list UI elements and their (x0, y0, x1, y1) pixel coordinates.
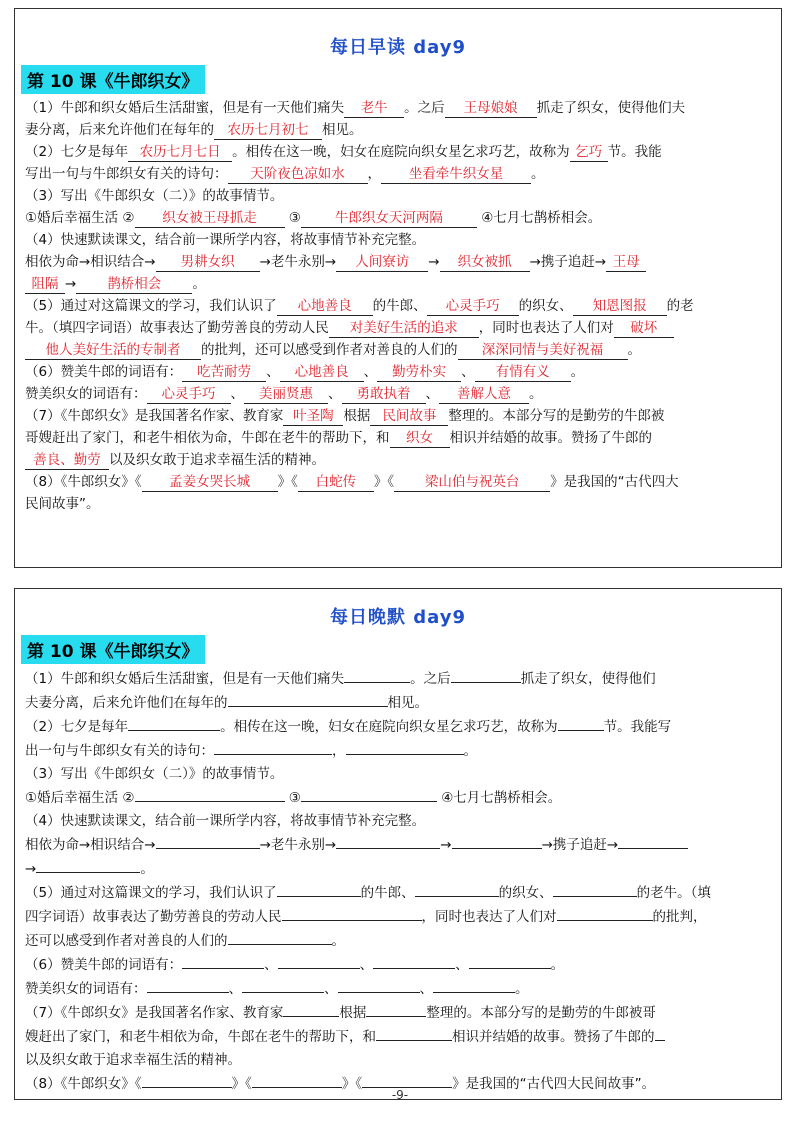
e-q7-line3: 以及织女敢于追求幸福生活的精神。 (25, 1052, 241, 1068)
e-q7-blank (655, 1025, 665, 1041)
m-q3-answer1: 织女被王母抓走 (135, 209, 285, 228)
m-q5-answer1: 心地善良 (277, 297, 373, 316)
e-q4-line3 (25, 857, 771, 881)
e-q4-text: 相依为命→相识结合→ (25, 837, 156, 853)
m-q6-text: 。 (529, 386, 543, 402)
morning-body (15, 97, 781, 515)
e-q6-text: （6）赞美牛郎的词语有： (25, 957, 183, 973)
e-q6-line2 (25, 977, 771, 1001)
m-q5-answer5a: 破坏 (614, 319, 674, 338)
e-q1-line2 (25, 691, 771, 715)
m-q2-text: ， (367, 166, 381, 182)
e-q5-text: 的批判， (652, 909, 707, 925)
m-q4-answer1: 男耕女织 (156, 253, 260, 272)
m-q6-answer3: 勤劳朴实 (377, 363, 461, 382)
m-q6-answer5: 心灵手巧 (147, 385, 231, 404)
e-q4-line2 (25, 833, 771, 857)
e-q5-text: 的牛郎、 (360, 885, 415, 901)
e-q5-blank (553, 881, 637, 897)
m-q5-text: 的牛郎、 (372, 298, 427, 314)
e-q2-line1 (25, 715, 771, 739)
e-q4-text: →携子追赶→ (541, 837, 619, 853)
e-q6-sep: 、 (419, 981, 433, 997)
e-q2-text: 。相传在这一晚，妇女在庭院向织女星乞求巧艺，故称为 (220, 719, 558, 735)
evening-dictation-panel (14, 588, 782, 1100)
e-q6-sep: 、 (455, 957, 469, 973)
e-q1-blank (451, 667, 521, 683)
m-q6-line1 (25, 361, 771, 383)
e-q4-line1: （4）快速默读课文，结合前一课所学内容，将故事情节补充完整。 (25, 813, 426, 829)
m-q5-text: ，同时也表达了人们对 (478, 320, 614, 336)
m-q2-text: 节。我能 (607, 144, 662, 160)
e-q7-text: 整理的。本部分写的是勤劳的牛郎被哥 (426, 1005, 656, 1021)
m-q8-text: 》《 (373, 474, 395, 490)
e-q6-line1 (25, 953, 771, 977)
m-q6-answer7: 勇敢执着 (342, 385, 426, 404)
m-q5-answer5b: 他人美好生活的专制者 (25, 341, 201, 360)
m-q6-sep: 、 (230, 386, 244, 402)
e-q5-text: 的老牛。（填 (636, 885, 711, 901)
m-q6-answer8: 善解人意 (439, 385, 529, 404)
m-q2-line1 (25, 141, 771, 163)
m-q2-answer1: 农历七月七日 (128, 143, 232, 162)
m-q4-line2 (25, 251, 771, 273)
m-q8-text: 》是我国的“古代四大 (550, 474, 679, 490)
m-q5-line3 (25, 339, 771, 361)
e-q5-line1 (25, 881, 771, 905)
e-q6-blank (182, 953, 264, 969)
e-q6-blank (338, 977, 420, 993)
e-q3-line2 (25, 786, 771, 810)
m-q2-text: 。 (531, 166, 545, 182)
m-q5-line2 (25, 317, 771, 339)
e-q6-blank (242, 977, 324, 993)
e-q4-blank (336, 833, 440, 849)
m-q7-text: 根据 (343, 408, 371, 424)
m-q6-answer4: 有情有义 (475, 363, 571, 382)
m-q6-sep: 、 (328, 386, 342, 402)
m-q5-text: （5）通过对这篇课文的学习，我们认识了 (25, 298, 277, 314)
e-q3-text: ①婚后幸福生活 ② (25, 790, 135, 806)
m-q6-text: （6）赞美牛郎的词语有： (25, 364, 183, 380)
m-q4-line1: （4）快速默读课文，结合前一课所学内容，将故事情节补充完整。 (25, 232, 426, 248)
m-q4-text: →老牛永别→ (259, 254, 337, 270)
m-q7-text: 相识并结婚的故事。赞扬了牛郎的 (449, 430, 652, 446)
e-q5-line2 (25, 905, 771, 929)
m-q4-answer5: 鹊桥相会 (76, 275, 192, 294)
m-q1-answer1: 老牛 (344, 99, 404, 118)
e-q7-blank (376, 1025, 452, 1041)
e-q4-blank (156, 833, 260, 849)
e-q4-text: →老牛永别→ (259, 837, 337, 853)
e-q2-blank (214, 739, 332, 755)
e-q4-blank (36, 857, 140, 873)
e-q6-text: 赞美织女的词语有： (25, 981, 147, 997)
m-q7-answer3: 织女 (390, 429, 450, 448)
e-q7-text: 根据 (339, 1005, 367, 1021)
m-q1-text: 。之后 (404, 100, 445, 116)
m-q7-line3 (25, 449, 771, 471)
e-q8-text: 》是我国的“古代四大民间故事”。 (452, 1076, 656, 1092)
m-q5-answer2: 心灵手巧 (427, 297, 519, 316)
m-q4-text: 相依为命→相识结合→ (25, 254, 156, 270)
m-q6-sep: 、 (461, 364, 475, 380)
m-q1-answer3: 农历七月初七 (214, 121, 322, 140)
m-q4-answer4a: 王母 (606, 253, 646, 272)
e-q6-blank (278, 953, 360, 969)
m-q6-answer6: 美丽贤惠 (244, 385, 328, 404)
m-q1-text: 妻分离，后来允许他们在每年的 (25, 122, 214, 138)
e-q6-blank (373, 953, 455, 969)
m-q6-text: 赞美织女的词语有： (25, 386, 147, 402)
e-q2-text: 节。我能写 (603, 719, 672, 735)
e-q6-blank (147, 977, 229, 993)
e-q5-line3 (25, 929, 771, 953)
m-q7-answer1: 叶圣陶 (283, 407, 343, 426)
e-q3-line1: （3）写出《牛郎织女（二）》的故事情节。 (25, 766, 284, 782)
evening-lesson-title: 第 10 课《牛郎织女》 (21, 635, 205, 664)
e-q5-blank (415, 881, 499, 897)
e-q8-text: 》《 (231, 1076, 252, 1092)
m-q1-line1 (25, 97, 771, 119)
m-q7-answer2: 民间故事 (370, 407, 448, 426)
e-q2-line2 (25, 739, 771, 763)
m-q1-answer2: 王母娘娘 (445, 99, 537, 118)
e-q4-text: 。 (140, 861, 154, 877)
e-q5-text: 的织女、 (498, 885, 553, 901)
morning-title: 每日早读 day9 (329, 37, 466, 58)
m-q5-text: 。 (627, 342, 641, 358)
e-q7-text: 嫂赶出了家门，和老牛相依为命，牛郎在老牛的帮助下，和 (25, 1029, 376, 1045)
e-q1-blank (344, 667, 410, 683)
m-q4-answer4b: 阻隔 (25, 275, 65, 294)
m-q5-answer4: 对美好生活的追求 (329, 319, 479, 338)
m-q5-answer3: 知恩图报 (573, 297, 667, 316)
m-q2-answer2: 乞巧 (570, 143, 608, 162)
m-q6-sep: 、 (363, 364, 378, 380)
e-q8-text: （8）《牛郎织女》《 (25, 1076, 142, 1092)
m-q8-text: 》《 (277, 474, 298, 490)
m-q5-text: 的批判，还可以感受到作者对善良的人们的 (201, 342, 458, 358)
e-q5-blank (277, 881, 361, 897)
e-q7-line1 (25, 1001, 771, 1025)
m-q7-text: （7）《牛郎织女》是我国著名作家、教育家 (25, 408, 284, 424)
evening-body (15, 667, 781, 1096)
e-q5-text: 四字词语）故事表达了勤劳善良的劳动人民 (25, 909, 282, 925)
m-q4-text: →携子追赶→ (529, 254, 607, 270)
m-q3-text: ④七月七鹊桥相会。 (481, 210, 602, 226)
m-q1-text: （1）牛郎和织女婚后生活甜蜜，但是有一天他们痛失 (25, 100, 345, 116)
m-q5-line1 (25, 295, 771, 317)
page-number: -9- (391, 1088, 409, 1102)
m-q2-answer4: 坐看牵牛织女星 (381, 165, 531, 184)
e-q2-blank (346, 739, 464, 755)
m-q7-text: 哥嫂赶出了家门，和老牛相依为命，牛郎在老牛的帮助下，和 (25, 430, 390, 446)
m-q2-text: （2）七夕是每年 (25, 144, 129, 160)
m-q5-answer6: 深深同情与美好祝福 (458, 341, 628, 360)
e-q5-text: 还可以感受到作者对善良的人们的 (25, 933, 228, 949)
m-q4-text: → (65, 276, 77, 292)
e-q8-blank (252, 1072, 342, 1088)
e-q3-text: ③ (288, 790, 301, 806)
e-q8-blank (362, 1072, 452, 1088)
e-q1-blank (228, 691, 388, 707)
m-q6-sep: 、 (266, 364, 280, 380)
e-q8-text: 》《 (341, 1076, 363, 1092)
m-q6-answer1: 吃苦耐劳 (182, 363, 266, 382)
m-q3-line2 (25, 207, 771, 229)
m-q8-text: （8）《牛郎织女》《 (25, 474, 142, 490)
e-q6-text: 。 (550, 957, 565, 973)
m-q4-answer3: 织女被抓 (440, 253, 530, 272)
e-q4-blank (618, 833, 688, 849)
m-q2-text: 。相传在这一晚，妇女在庭院向织女星乞求巧艺，故称为 (232, 144, 570, 160)
e-q2-blank (558, 715, 604, 731)
e-q4-text: → (25, 861, 37, 877)
e-q6-sep: 、 (324, 981, 338, 997)
e-q5-blank (228, 929, 332, 945)
evening-title: 每日晚默 day9 (329, 607, 466, 628)
m-q5-text: 的织女、 (518, 298, 573, 314)
e-q5-text: （5）通过对这篇课文的学习，我们认识了 (25, 885, 277, 901)
m-q4-answer2: 人间寮访 (336, 253, 428, 272)
e-q6-blank (433, 977, 515, 993)
m-q4-line3 (25, 273, 771, 295)
m-q7-text: 整理的。本部分写的是勤劳的牛郎被 (448, 408, 665, 424)
m-q6-sep: 、 (425, 386, 439, 402)
e-q2-text: ， (332, 743, 346, 759)
m-q8-answer2: 白蛇传 (298, 473, 374, 492)
e-q7-blank (366, 1001, 426, 1017)
e-q8-blank (142, 1072, 232, 1088)
e-q1-text: （1）牛郎和织女婚后生活甜蜜，但是有一天他们痛失 (25, 671, 345, 687)
e-q3-text: ④七月七鹊桥相会。 (441, 790, 562, 806)
m-q6-line2 (25, 383, 771, 405)
e-q6-text: 。 (515, 981, 529, 997)
m-q1-text: 相见。 (322, 122, 363, 138)
morning-reading-panel (14, 8, 782, 568)
m-q3-answer2: 牛郎织女天河两隔 (301, 209, 477, 228)
e-q7-text: （7）《牛郎织女》是我国著名作家、教育家 (25, 1005, 284, 1021)
m-q3-text: ①婚后幸福生活 ② (25, 210, 135, 226)
e-q4-blank (452, 833, 542, 849)
m-q8-answer3: 梁山伯与祝英台 (394, 473, 550, 492)
e-q2-blank (128, 715, 220, 731)
e-q6-sep: 、 (359, 957, 374, 973)
e-q1-text: 相见。 (387, 695, 428, 711)
e-q5-blank (557, 905, 653, 921)
m-q2-text: 写出一句与牛郎织女有关的诗句： (25, 166, 228, 182)
m-q1-text: 抓走了织女，使得他们夫 (536, 100, 686, 116)
m-q5-text: 的老 (666, 298, 694, 314)
m-q2-line2 (25, 163, 771, 185)
m-q4-text: 。 (192, 276, 206, 292)
m-q6-answer2: 心地善良 (280, 363, 364, 382)
e-q3-blank (135, 786, 285, 802)
e-q1-text: 抓走了织女，使得他们 (520, 671, 656, 687)
e-q1-text: 。之后 (410, 671, 451, 687)
m-q7-answer4: 善良、勤劳 (25, 451, 109, 470)
m-q1-line2 (25, 119, 771, 141)
m-q3-line1: （3）写出《牛郎织女（二）》的故事情节。 (25, 188, 284, 204)
m-q8-answer1: 孟姜女哭长城 (142, 473, 278, 492)
e-q1-line1 (25, 667, 771, 691)
m-q8-line1 (25, 471, 771, 493)
m-q4-text: → (428, 254, 440, 270)
e-q2-text: （2）七夕是每年 (25, 719, 129, 735)
e-q1-text: 夫妻分离，后来允许他们在每年的 (25, 695, 228, 711)
e-q7-line2 (25, 1025, 771, 1049)
e-q4-text: → (440, 837, 452, 853)
e-q2-text: 出一句与牛郎织女有关的诗句： (25, 743, 214, 759)
e-q7-blank (283, 1001, 339, 1017)
e-q5-blank (282, 905, 422, 921)
m-q7-line2 (25, 427, 771, 449)
e-q6-sep: 、 (264, 957, 278, 973)
m-q7-text: 以及织女敢于追求幸福生活的精神。 (109, 452, 325, 468)
m-q6-text: 。 (570, 364, 585, 380)
m-q5-text: 牛。（填四字词语）故事表达了勤劳善良的劳动人民 (25, 320, 329, 336)
morning-lesson-title: 第 10 课《牛郎织女》 (21, 65, 205, 94)
e-q5-text: ，同时也表达了人们对 (421, 909, 557, 925)
e-q3-blank (301, 786, 437, 802)
e-q7-text: 相识并结婚的故事。赞扬了牛郎的 (452, 1029, 655, 1045)
m-q8-line2: 民间故事”。 (25, 496, 100, 512)
m-q3-text: ③ (288, 210, 301, 226)
e-q5-text: 。 (331, 933, 345, 949)
m-q7-line1 (25, 405, 771, 427)
m-q2-answer3: 天阶夜色凉如水 (228, 165, 368, 184)
e-q6-sep: 、 (228, 981, 242, 997)
e-q6-blank (469, 953, 551, 969)
e-q2-text: 。 (463, 743, 477, 759)
